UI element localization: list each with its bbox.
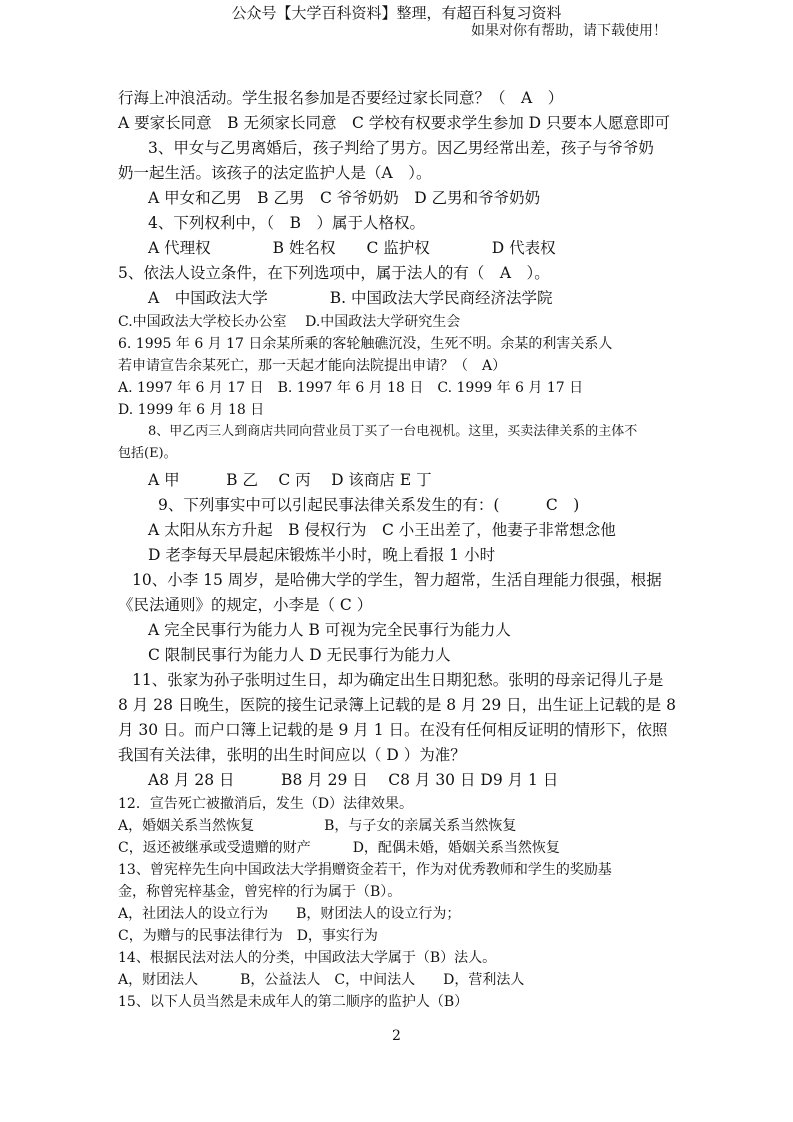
text-line: 行海上冲浪活动。学生报名参加是否要经过家长同意？（ A ）	[118, 89, 564, 107]
options-line: C 限制民事行为能力人 D 无民事行为能力人	[148, 646, 451, 664]
text-line: 8 月 28 日晚生，医院的接生记录簿上记载的是 8 月 29 日，出生证上记载的是 8	[118, 696, 676, 714]
question-11: 11、张家为孙子张明过生日，却为确定出生日期犯愁。张明的母亲记得儿子是	[132, 671, 664, 689]
text-line: 月 30 日。而户口簿上记载的是 9 月 1 日。在没有任何相反证明的情形下，依照	[118, 721, 668, 739]
header-subtitle: 如果对你有帮助，请下载使用！	[471, 23, 667, 39]
question-6: 6. 1995 年 6 月 17 日余某所乘的客轮触礁沉没，生死不明。余某的利害关系人	[118, 336, 613, 352]
options-line: A. 1997 年 6 月 17 日 B. 1997 年 6 月 18 日 C. 1999 年 6 月 17 日	[118, 380, 584, 396]
options-line: A 甲 B 乙 C 丙 D 该商店 E 丁	[148, 471, 432, 489]
options-line: A，婚姻关系当然恢复 B，与子女的亲属关系当然恢复	[118, 818, 517, 834]
options-line: A，社团法人的设立行为 B，财团法人的设立行为；	[118, 906, 461, 922]
options-line: C，为赠与的民事法律行为 D，事实行为	[118, 928, 378, 944]
options-line: A 中国政法大学 B. 中国政法大学民商经济法学院	[148, 289, 553, 307]
options-line: D. 1999 年 6 月 18 日	[118, 402, 265, 418]
text-line: 金，称曾宪梓基金，曾宪梓的行为属于（B）。	[118, 884, 402, 900]
question-5: 5、依法人设立条件，在下列选项中，属于法人的有（ A ）。	[118, 264, 550, 282]
question-10: 10、小李 15 周岁，是哈佛大学的学生，智力超常，生活自理能力很强，根据	[132, 571, 662, 589]
question-3: 3、甲女与乙男离婚后，孩子判给了男方。因乙男经常出差，孩子与爷爷奶	[148, 139, 654, 157]
question-12: 12．宣告死亡被撤消后，发生（D）法律效果。	[118, 796, 414, 812]
options-line: A8 月 28 日 B8 月 29 日 C8 月 30 日 D9 月 1 日	[148, 771, 559, 789]
question-9: 9、下列事实中可以引起民事法律关系发生的有：( C )	[158, 496, 580, 514]
document-body	[118, 86, 678, 1013]
options-line: A 代理权 B 姓名权 C 监护权 D 代表权	[148, 239, 556, 257]
question-13: 13、曾宪梓先生向中国政法大学捐赠资金若干，作为对优秀教师和学生的奖励基	[118, 862, 612, 878]
header-title: 公众号【大学百科资料】整理，有超百科复习资料	[231, 4, 562, 22]
text-line: 包括(E)。	[118, 446, 177, 461]
question-8: 8、甲乙丙三人到商店共同向营业员丁买了一台电视机。这里，买卖法律关系的主体不	[148, 424, 638, 439]
options-line: A 甲女和乙男 B 乙男 C 爷爷奶奶 D 乙男和爷爷奶奶	[148, 189, 541, 207]
text-line: 若申请宣告余某死亡，那一天起才能向法院提出申请？（ A）	[118, 358, 507, 374]
options-line: C.中国政法大学校长办公室 D.中国政法大学研究生会	[118, 314, 461, 330]
text-line: 《民法通则》的规定，小李是（ C ）	[118, 596, 373, 614]
page-number: 2	[392, 1028, 401, 1044]
text-line: A 要家长同意 B 无须家长同意 C 学校有权要求学生参加 D 只要本人愿意即可	[118, 114, 671, 132]
text-line: 奶一起生活。该孩子的法定监护人是（A ）。	[118, 164, 432, 182]
options-line: C，返还被继承或受遗赠的财产 D，配偶未婚，婚姻关系当然恢复	[118, 840, 560, 856]
text-line: 我国有关法律，张明的出生时间应以（ D ）为准？	[118, 746, 466, 764]
options-line: A 太阳从东方升起 B 侵权行为 C 小王出差了，他妻子非常想念他	[148, 521, 616, 539]
options-line: A 完全民事行为能力人 B 可视为完全民事行为能力人	[148, 621, 511, 639]
options-line: D 老李每天早晨起床锻炼半小时，晚上看报 1 小时	[148, 546, 496, 564]
question-15: 15、以下人员当然是未成年人的第二顺序的监护人（B）	[118, 994, 469, 1010]
options-line: A，财团法人 B，公益法人 C，中间法人 D，营利法人	[118, 972, 525, 988]
question-14: 14、根据民法对法人的分类，中国政法大学属于（B）法人。	[118, 950, 497, 966]
question-4: 4、下列权利中，（ B ）属于人格权。	[148, 214, 426, 232]
